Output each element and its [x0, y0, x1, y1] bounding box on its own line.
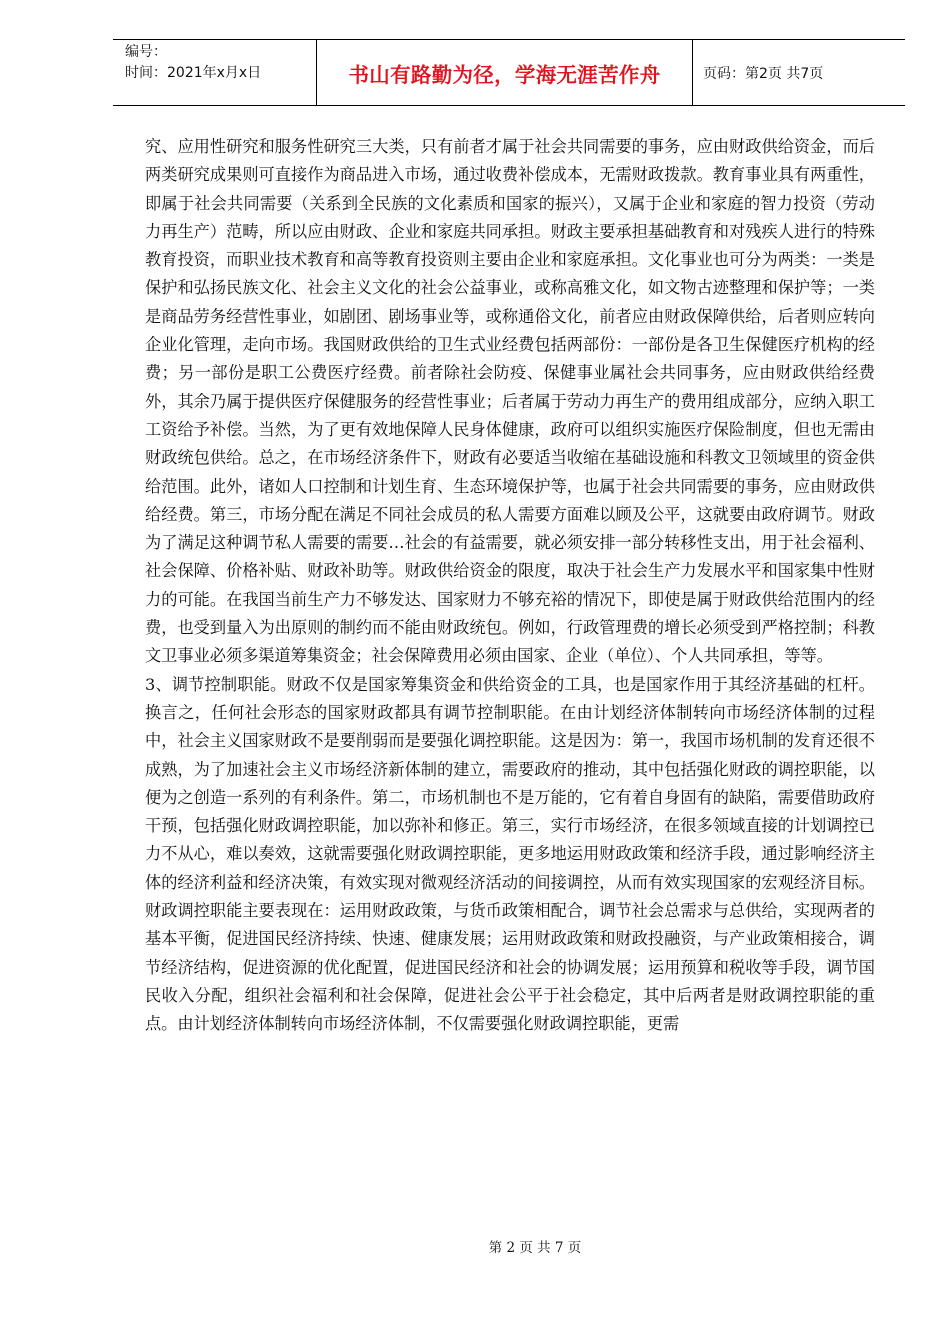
- document-number-label: 编号：: [125, 44, 167, 60]
- body-paragraph-1: 究、应用性研究和服务性研究三大类，只有前者才属于社会共同需要的事务，应由财政供给资金，而后两类研究成果则可直接作为商品进入市场，通过收费补偿成本，无需财政拨款。教育事业具有两重性，即属于社会共同需要（关系到全民族的文化素质和国家的振兴），又属于企业和家庭的智力投资（劳动力再生产）范畴，所以应由财政、企业和家庭共同承担。财政主要承担基础教育和对残疾人进行的特殊教育投资，而职业技术教育和高等教育投资则主要由企业和家庭承担。文化事业也可分为两类：一类是保护和弘扬民族文化、社会主义文化的社会公益事业，或称高雅文化，如文物古迹整理和保护等；一类是商品劳务经营性事业，如剧团、剧场事业等，或称通俗文化，前者应由财政保障供给，后者则应转向企业化管理，走向市场。我国财政供给的卫生式业经费包括两部份：一部份是各卫生保健医疗机构的经费；另一部份是职工公费医疗经费。前者除社会防疫、保健事业属社会共同事务，应由财政供给经费外，其余乃属于提供医疗保健服务的经营性事业；后者属于劳动力再生产的费用组成部分，应纳入职工工资给予补偿。当然，为了更有效地保障人民身体健康，政府可以组织实施医疗保险制度，但也无需由财政统包供给。总之，在市场经济条件下，财政有必要适当收缩在基础设施和科教文卫领域里的资金供给范围。此外，诸如人口控制和计划生育、生态环境保护等，也属于社会共同需要的事务，应由财政供给经费。第三，市场分配在满足不同社会成员的私人需要方面难以顾及公平，这就要由政府调节。财政为了满足这种调节私人需要的需要…社会的有益需要，就必须安排一部分转移性支出，用于社会福利、社会保障、价格补贴、财政补助等。财政供给资金的限度，取决于社会生产力发展水平和国家集中性财力的可能。在我国当前生产力不够发达、国家财力不够充裕的情况下，即使是属于财政供给范围内的经费，也受到量入为出原则的制约而不能由财政统包。例如，行政管理费的增长必须受到严格控制；科教文卫事业必须多渠道筹集资金；社会保障费用必须由国家、企业（单位）、个人共同承担，等等。: [145, 137, 875, 666]
- header-page-info: 页码：第2页 共7页: [703, 65, 824, 82]
- footer-page-number: 第 2 页 共 7 页: [488, 1240, 582, 1256]
- document-time-label: 时间：2021年x月x日: [125, 65, 262, 81]
- page-header: [113, 39, 905, 106]
- header-middle-cell: [316, 40, 693, 105]
- header-left-cell: [113, 40, 316, 105]
- header-motto: 书山有路勤为径，学海无涯苦作舟: [348, 62, 661, 87]
- body-paragraph-2: 3、调节控制职能。财政不仅是国家筹集资金和供给资金的工具，也是国家作用于其经济基础的杠杆。换言之，任何社会形态的国家财政都具有调节控制职能。在由计划经济体制转向市场经济体制的过程中，社会主义国家财政不是要削弱而是要强化调控职能。这是因为：第一，我国市场机制的发育还很不成熟，为了加速社会主义市场经济新体制的建立，需要政府的推动，其中包括强化财政的调控职能，以便为之创造一系列的有利条件。第二，市场机制也不是万能的，它有着自身固有的缺陷，需要借助政府干预，包括强化财政调控职能，加以弥补和修正。第三，实行市场经济，在很多领域直接的计划调控已力不从心，难以奏效，这就需要强化财政调控职能，更多地运用财政政策和经济手段，通过影响经济主体的经济利益和经济决策，有效实现对微观经济活动的间接调控，从而有效实现国家的宏观经济目标。财政调控职能主要表现在：运用财政政策，与货币政策相配合，调节社会总需求与总供给，实现两者的基本平衡，促进国民经济持续、快速、健康发展；运用财政政策和财政投融资，与产业政策相接合，调节经济结构，促进资源的优化配置，促进国民经济和社会的协调发展；运用预算和税收等手段，调节国民收入分配，组织社会福利和社会保障，促进社会公平于社会稳定，其中后两者是财政调控职能的重点。由计划经济体制转向市场经济体制，不仅需要强化财政调控职能，更需: [145, 674, 875, 1034]
- document-body: [145, 133, 875, 1039]
- page-footer: [0, 1236, 950, 1256]
- header-right-cell: [693, 40, 905, 105]
